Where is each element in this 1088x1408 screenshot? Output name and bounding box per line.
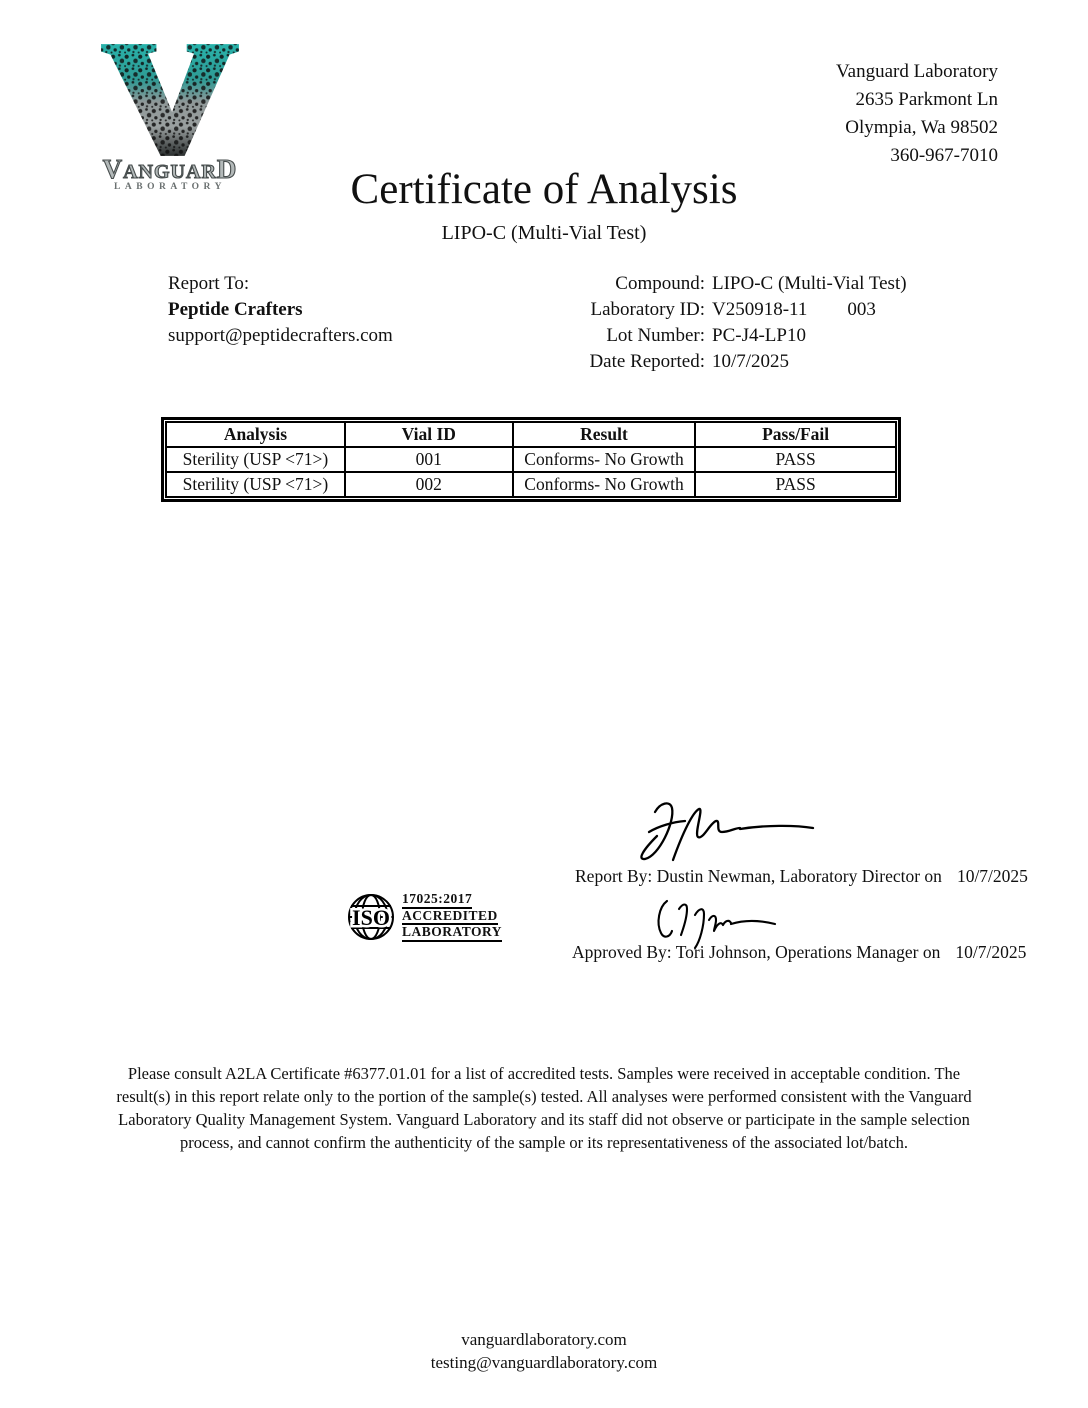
lab-address-block [836, 58, 998, 170]
cell-result: Conforms- No Growth [513, 472, 696, 497]
client-name: Peptide Crafters [168, 299, 303, 320]
cell-analysis: Sterility (USP <71>) [166, 472, 345, 497]
laboratory-id-extra: 003 [847, 299, 876, 320]
iso-laboratory-line: LABORATORY [402, 925, 502, 942]
col-header-pass-fail: Pass/Fail [695, 422, 896, 447]
iso-globe-icon [346, 892, 396, 942]
iso-standard-line: 17025:2017 [402, 892, 472, 909]
report-signature-icon [633, 788, 823, 866]
lot-number-value: PC-J4-LP10 [712, 325, 806, 346]
cell-pass-fail: PASS [695, 472, 896, 497]
logo-wordmark: VANGUARD [102, 154, 238, 184]
cell-analysis: Sterility (USP <71>) [166, 447, 345, 472]
iso-17025-badge [346, 892, 502, 942]
client-email: support@peptidecrafters.com [168, 325, 393, 346]
vanguard-v-icon [95, 40, 245, 158]
results-table-frame [161, 417, 901, 502]
date-reported-label: Date Reported: [589, 351, 705, 372]
table-header-row [166, 422, 896, 447]
lab-address-line1: 2635 Parkmont Ln [855, 89, 998, 110]
table-row [166, 472, 896, 497]
approved-by-date: 10/7/2025 [955, 942, 1027, 962]
approval-signature-icon [653, 893, 788, 949]
col-header-vial-id: Vial ID [345, 422, 513, 447]
lab-name: Vanguard Laboratory [836, 61, 998, 82]
svg-text:ISO: ISO [352, 905, 390, 930]
results-table [165, 421, 897, 498]
sample-info-block [518, 271, 907, 375]
logo-wordmark-sub: LABORATORY [114, 182, 226, 192]
compound-value: LIPO-C (Multi-Vial Test) [712, 273, 907, 294]
report-signature-image [633, 788, 823, 871]
cell-result: Conforms- No Growth [513, 447, 696, 472]
disclaimer-text: Please consult A2LA Certificate #6377.01.01 for a list of accredited tests. Samples were received in acceptable condition. The result(s) in this report relate only to the portion of the sample(s) tested. All analyses were performed consistent with the Vanguard Laboratory Quality Management System. Vanguard Laboratory and its staff did not observe or participate in the sample selection process, and cannot confirm the authenticity of the sample or its representativeness of the associated lot/batch. [116, 1064, 972, 1152]
lot-number-label: Lot Number: [606, 325, 705, 346]
table-row [166, 447, 896, 472]
lab-phone: 360-967-7010 [890, 145, 998, 166]
report-by-text: Report By: Dustin Newman, Laboratory Director on [575, 866, 942, 886]
page-footer [0, 1328, 1088, 1374]
cell-pass-fail: PASS [695, 447, 896, 472]
page-title: Certificate of Analysis [350, 166, 738, 213]
laboratory-id-value: V250918-11 003 [712, 299, 876, 320]
report-to-block [168, 271, 393, 349]
cell-vial-id: 002 [345, 472, 513, 497]
footer-website: vanguardlaboratory.com [461, 1330, 627, 1349]
page-subtitle: LIPO-C (Multi-Vial Test) [441, 222, 647, 244]
approved-by-line [572, 942, 1026, 963]
lab-address-line2: Olympia, Wa 98502 [845, 117, 998, 138]
date-reported-value: 10/7/2025 [712, 351, 790, 372]
compound-label: Compound: [615, 273, 705, 294]
footer-email: testing@vanguardlaboratory.com [430, 1353, 658, 1372]
cell-vial-id: 001 [345, 447, 513, 472]
col-header-analysis: Analysis [166, 422, 345, 447]
iso-badge-text [402, 892, 502, 942]
col-header-result: Result [513, 422, 696, 447]
report-by-date: 10/7/2025 [956, 866, 1028, 886]
approved-by-text: Approved By: Tori Johnson, Operations Manager on [572, 942, 941, 962]
report-to-label: Report To: [168, 273, 250, 294]
report-by-line [575, 866, 1028, 887]
laboratory-id-label: Laboratory ID: [590, 299, 705, 320]
iso-accredited-line: ACCREDITED [402, 909, 498, 926]
